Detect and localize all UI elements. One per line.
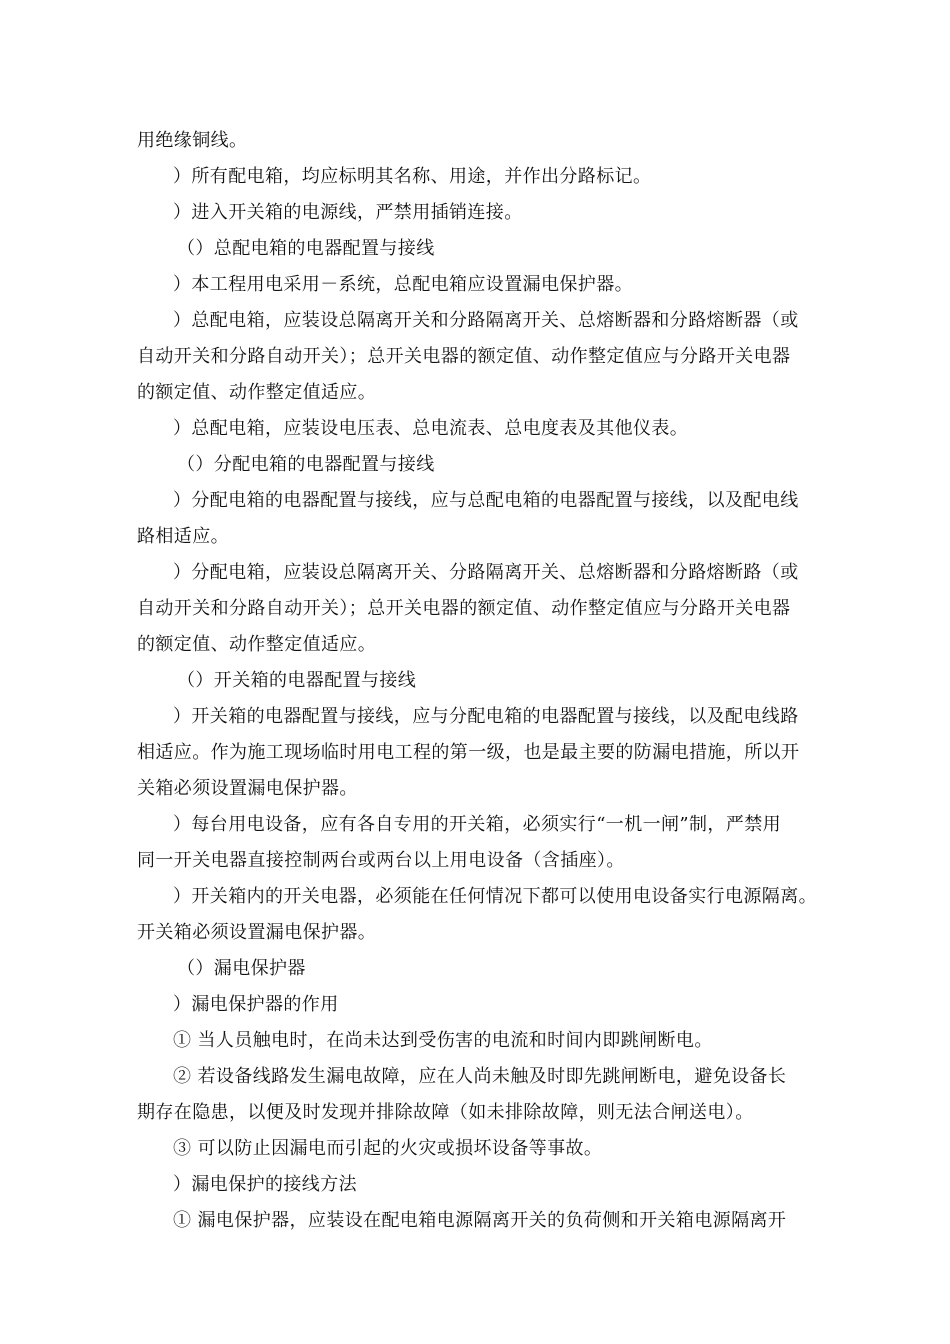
text-line: ② 若设备线路发生漏电故障，应在人尚未触及时即先跳闸断电，避免设备长 <box>173 1066 787 1087</box>
text-line: 相适应。作为施工现场临时用电工程的第一级，也是最主要的防漏电措施，所以开 <box>137 742 800 763</box>
section-heading: （）分配电箱的电器配置与接线 <box>177 454 435 475</box>
text-line: ）进入开关箱的电源线，严禁用插销连接。 <box>173 202 523 223</box>
text-line: ）开关箱的电器配置与接线，应与分配电箱的电器配置与接线，以及配电线路 <box>173 706 799 727</box>
text-line: 自动开关和分路自动开关）；总开关电器的额定值、动作整定值应与分路开关电器 <box>137 346 791 367</box>
text-line: ）漏电保护的接线方法 <box>173 1174 357 1195</box>
text-line: 自动开关和分路自动开关）；总开关电器的额定值、动作整定值应与分路开关电器 <box>137 598 791 619</box>
text-line: ）总配电箱，应装设电压表、总电流表、总电度表及其他仪表。 <box>173 418 689 439</box>
text-line: ③ 可以防止因漏电而引起的火灾或损坏设备等事故。 <box>173 1138 603 1159</box>
text-line: 期存在隐患，以便及时发现并排除故障（如未排除故障，则无法合闸送电）。 <box>137 1102 754 1123</box>
text-line: ）每台用电设备，应有各自专用的开关箱，必须实行“一机一闸”制，严禁用 <box>173 814 782 835</box>
text-line: 的额定值、动作整定值适应。 <box>137 382 377 403</box>
text-line: ）漏电保护器的作用 <box>173 994 339 1015</box>
text-line: ）分配电箱的电器配置与接线，应与总配电箱的电器配置与接线，以及配电线 <box>173 490 799 511</box>
text-line: ① 漏电保护器，应装设在配电箱电源隔离开关的负荷侧和开关箱电源隔离开 <box>173 1210 787 1231</box>
text-line: ）总配电箱，应装设总隔离开关和分路隔离开关、总熔断器和分路熔断器（或 <box>173 310 799 331</box>
document-body <box>137 123 837 1239</box>
section-heading: （）开关箱的电器配置与接线 <box>177 670 417 691</box>
text-line: 路相适应。 <box>137 526 229 547</box>
section-heading: （）总配电箱的电器配置与接线 <box>177 238 435 259</box>
text-line: ）开关箱内的开关电器，必须能在任何情况下都可以使用电设备实行电源隔离。 <box>173 886 817 907</box>
text-line: 同一开关电器直接控制两台或两台以上用电设备（含插座）。 <box>137 850 625 871</box>
text-line: 的额定值、动作整定值适应。 <box>137 634 377 655</box>
text-line: ）所有配电箱，均应标明其名称、用途，并作出分路标记。 <box>173 166 652 187</box>
text-line: ）分配电箱，应装设总隔离开关、分路隔离开关、总熔断器和分路熔断路（或 <box>173 562 799 583</box>
text-line: ① 当人员触电时，在尚未达到受伤害的电流和时间内即跳闸断电。 <box>173 1030 713 1051</box>
text-line: 开关箱必须设置漏电保护器。 <box>137 922 377 943</box>
text-line: 用绝缘铜线。 <box>137 130 248 151</box>
text-line: 关箱必须设置漏电保护器。 <box>137 778 358 799</box>
section-heading: （）漏电保护器 <box>177 958 306 979</box>
text-line: ）本工程用电采用－系统，总配电箱应设置漏电保护器。 <box>173 274 633 295</box>
